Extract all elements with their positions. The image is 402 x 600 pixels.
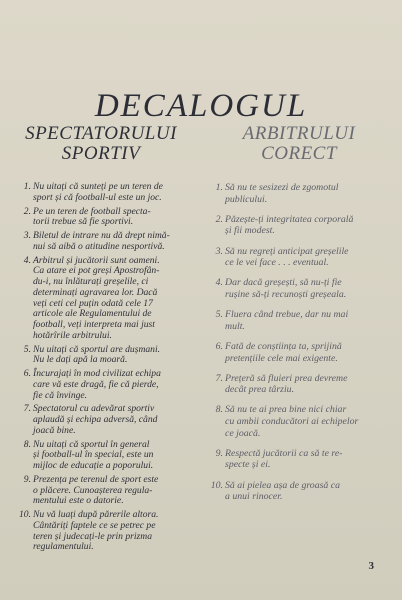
rule-text-line: Cântăriți faptele ce se petrec pe: [33, 520, 156, 532]
rule-text-line: mijloc de educație a poporului.: [33, 460, 154, 472]
rule-text-line: Spectatorul cu adevărat sportiv: [33, 403, 155, 415]
rule-text-line: a unui rinocer.: [225, 491, 283, 503]
rule-text-line: o plăcere. Cunoașterea regula-: [33, 484, 153, 496]
rule-text-line: hotărîrile arbitrului.: [33, 329, 112, 341]
rule-text-line: Prezența pe terenul de sport este: [33, 474, 159, 486]
rule-text-line: specte și ei.: [225, 459, 271, 471]
rule-text-line: Respectă jucătorii ca să te re-: [225, 447, 343, 459]
rule-text-line: Ca atare ei pot greși Apostrofân-: [33, 265, 160, 277]
page-title: DECALOGUL: [94, 88, 308, 124]
rule-number: 6.: [215, 340, 223, 352]
rule-item: [210, 480, 394, 503]
rule-text-line: și fii modest.: [225, 225, 275, 237]
rule-text-line: Păzește-ți integritatea corporală: [225, 213, 354, 225]
rule-item: [18, 231, 204, 252]
rule-text-line: publicului.: [225, 193, 268, 205]
rule-item: [18, 345, 204, 366]
rule-text-line: decât prea târziu.: [225, 384, 295, 396]
rule-item: [18, 510, 204, 553]
rule-text-line: și football-ul în special, este un: [33, 449, 154, 461]
left-heading-line: SPORTIV: [61, 143, 141, 164]
rule-text-line: fie că învinge.: [33, 389, 88, 401]
rule-number: 7.: [215, 372, 223, 384]
rule-text-line: sport și că football-ul este un joc.: [33, 191, 162, 203]
rule-text-line: ce joacă.: [225, 427, 261, 439]
rule-item: [210, 277, 394, 300]
rule-item: [210, 373, 394, 396]
rule-number: 10.: [19, 509, 31, 521]
rule-item: [18, 182, 204, 203]
spectator-rules-list: [18, 182, 204, 556]
right-column-heading: [214, 124, 384, 164]
rule-item: [18, 369, 204, 401]
rule-text-line: Să nu te ai prea bine nici chiar: [225, 404, 347, 416]
rule-item: [210, 448, 394, 471]
rule-number: 10.: [210, 479, 223, 491]
rule-text-line: Nu uitați că sunteți pe un teren de: [33, 181, 163, 192]
rule-text-line: teren și judecați-le prin prizma: [33, 530, 153, 542]
rule-text-line: football, veți interpreta mai just: [33, 319, 155, 330]
right-heading-line: ARBITRULUI: [242, 123, 356, 144]
rule-number: 3.: [215, 245, 223, 257]
rule-text-line: Prețeră să fluieri prea devreme: [225, 372, 348, 384]
right-heading-line: CORECT: [261, 143, 337, 164]
rule-item: [210, 182, 394, 205]
rule-text-line: determinați agravarea lor. Dacă: [33, 286, 158, 298]
left-column-heading: [16, 124, 186, 164]
rule-text-line: Nu uitați că sportul în general: [33, 438, 150, 450]
rule-text-line: mentului este o datorie.: [33, 495, 124, 507]
rule-item: [210, 214, 394, 237]
rule-text-line: Nu vă luați după părerile altora.: [33, 509, 159, 521]
rule-text-line: Să ai pielea așa de groasă ca: [225, 479, 341, 491]
rule-number: 1.: [215, 182, 223, 193]
rule-text-line: ce le vei face . . . eventual.: [225, 257, 329, 269]
rule-number: 9.: [215, 447, 223, 459]
rule-number: 5.: [23, 343, 31, 355]
rule-text-line: nui să aibă o atitudine nesportivă.: [33, 240, 165, 252]
rule-number: 2.: [23, 205, 31, 217]
rule-text-line: Arbitrul și jucătorii sunt oameni.: [33, 254, 160, 266]
rule-text-line: Fată de conștiința ta, sprijină: [225, 340, 342, 352]
rule-text-line: Pe un teren de football specta-: [33, 205, 151, 217]
rule-item: [210, 246, 394, 269]
rule-text-line: joacă bine.: [33, 424, 76, 436]
rule-item: [18, 256, 204, 342]
rule-text-line: pretențiile cele mai exigente.: [225, 352, 338, 364]
rule-text-line: regulamentului.: [33, 541, 94, 553]
rule-text-line: rușine să-ți recunoști greșeala.: [225, 288, 347, 300]
rule-number: 5.: [215, 309, 223, 321]
rule-text-line: Încurajați în mod civilizat echipa: [33, 368, 161, 380]
rule-text-line: Fluera când trebue, dar nu mai: [225, 309, 349, 321]
rule-text-line: aplaudă și echipa adversă, când: [33, 414, 158, 426]
rule-item: [210, 404, 394, 439]
rule-number: 2.: [215, 213, 223, 225]
referee-rules-list: [210, 182, 394, 511]
rule-text-line: mult.: [225, 320, 245, 332]
rule-text-line: Nu uitați că sportul are dușmani.: [33, 343, 161, 355]
rule-number: 9.: [23, 474, 31, 486]
rule-text-line: Să nu te sesizezi de zgomotul: [225, 182, 339, 193]
rule-number: 3.: [23, 230, 31, 242]
rule-text-line: du-i, nu înlăturați greșelile, ci: [33, 276, 149, 288]
rule-text-line: articole ale Regulamentului de: [33, 308, 152, 320]
rule-number: 7.: [23, 403, 31, 415]
rule-item: [210, 341, 394, 364]
rule-item: [18, 475, 204, 507]
rule-text-line: cu ambii conducători ai echipelor: [225, 416, 359, 428]
rule-item: [18, 207, 204, 228]
rule-text-line: Biletul de intrare nu dă drept nimă-: [33, 230, 170, 242]
rule-text-line: torii trebue să fie sportivi.: [33, 216, 134, 228]
rule-number: 1.: [23, 181, 31, 192]
rule-text-line: care vă este dragă, fie că pierde,: [33, 378, 159, 390]
rule-text-line: Nu le dați apă la moară.: [33, 354, 128, 366]
rule-item: [18, 440, 204, 472]
rule-number: 4.: [23, 254, 31, 266]
rule-item: [18, 404, 204, 436]
rule-text-line: veți ceti cel puțin odată cele 17: [33, 297, 153, 309]
rule-item: [210, 309, 394, 332]
rule-text-line: Dar dacă greșești, să nu-ți fie: [225, 277, 342, 289]
rule-text-line: Să nu regreți anticipat greșelile: [225, 245, 349, 257]
page-number: 3: [368, 560, 374, 572]
rule-number: 6.: [23, 368, 31, 380]
rule-number: 8.: [215, 404, 223, 416]
left-heading-line: SPECTATORULUI: [25, 123, 177, 144]
rule-number: 8.: [23, 438, 31, 450]
rule-number: 4.: [215, 277, 223, 289]
